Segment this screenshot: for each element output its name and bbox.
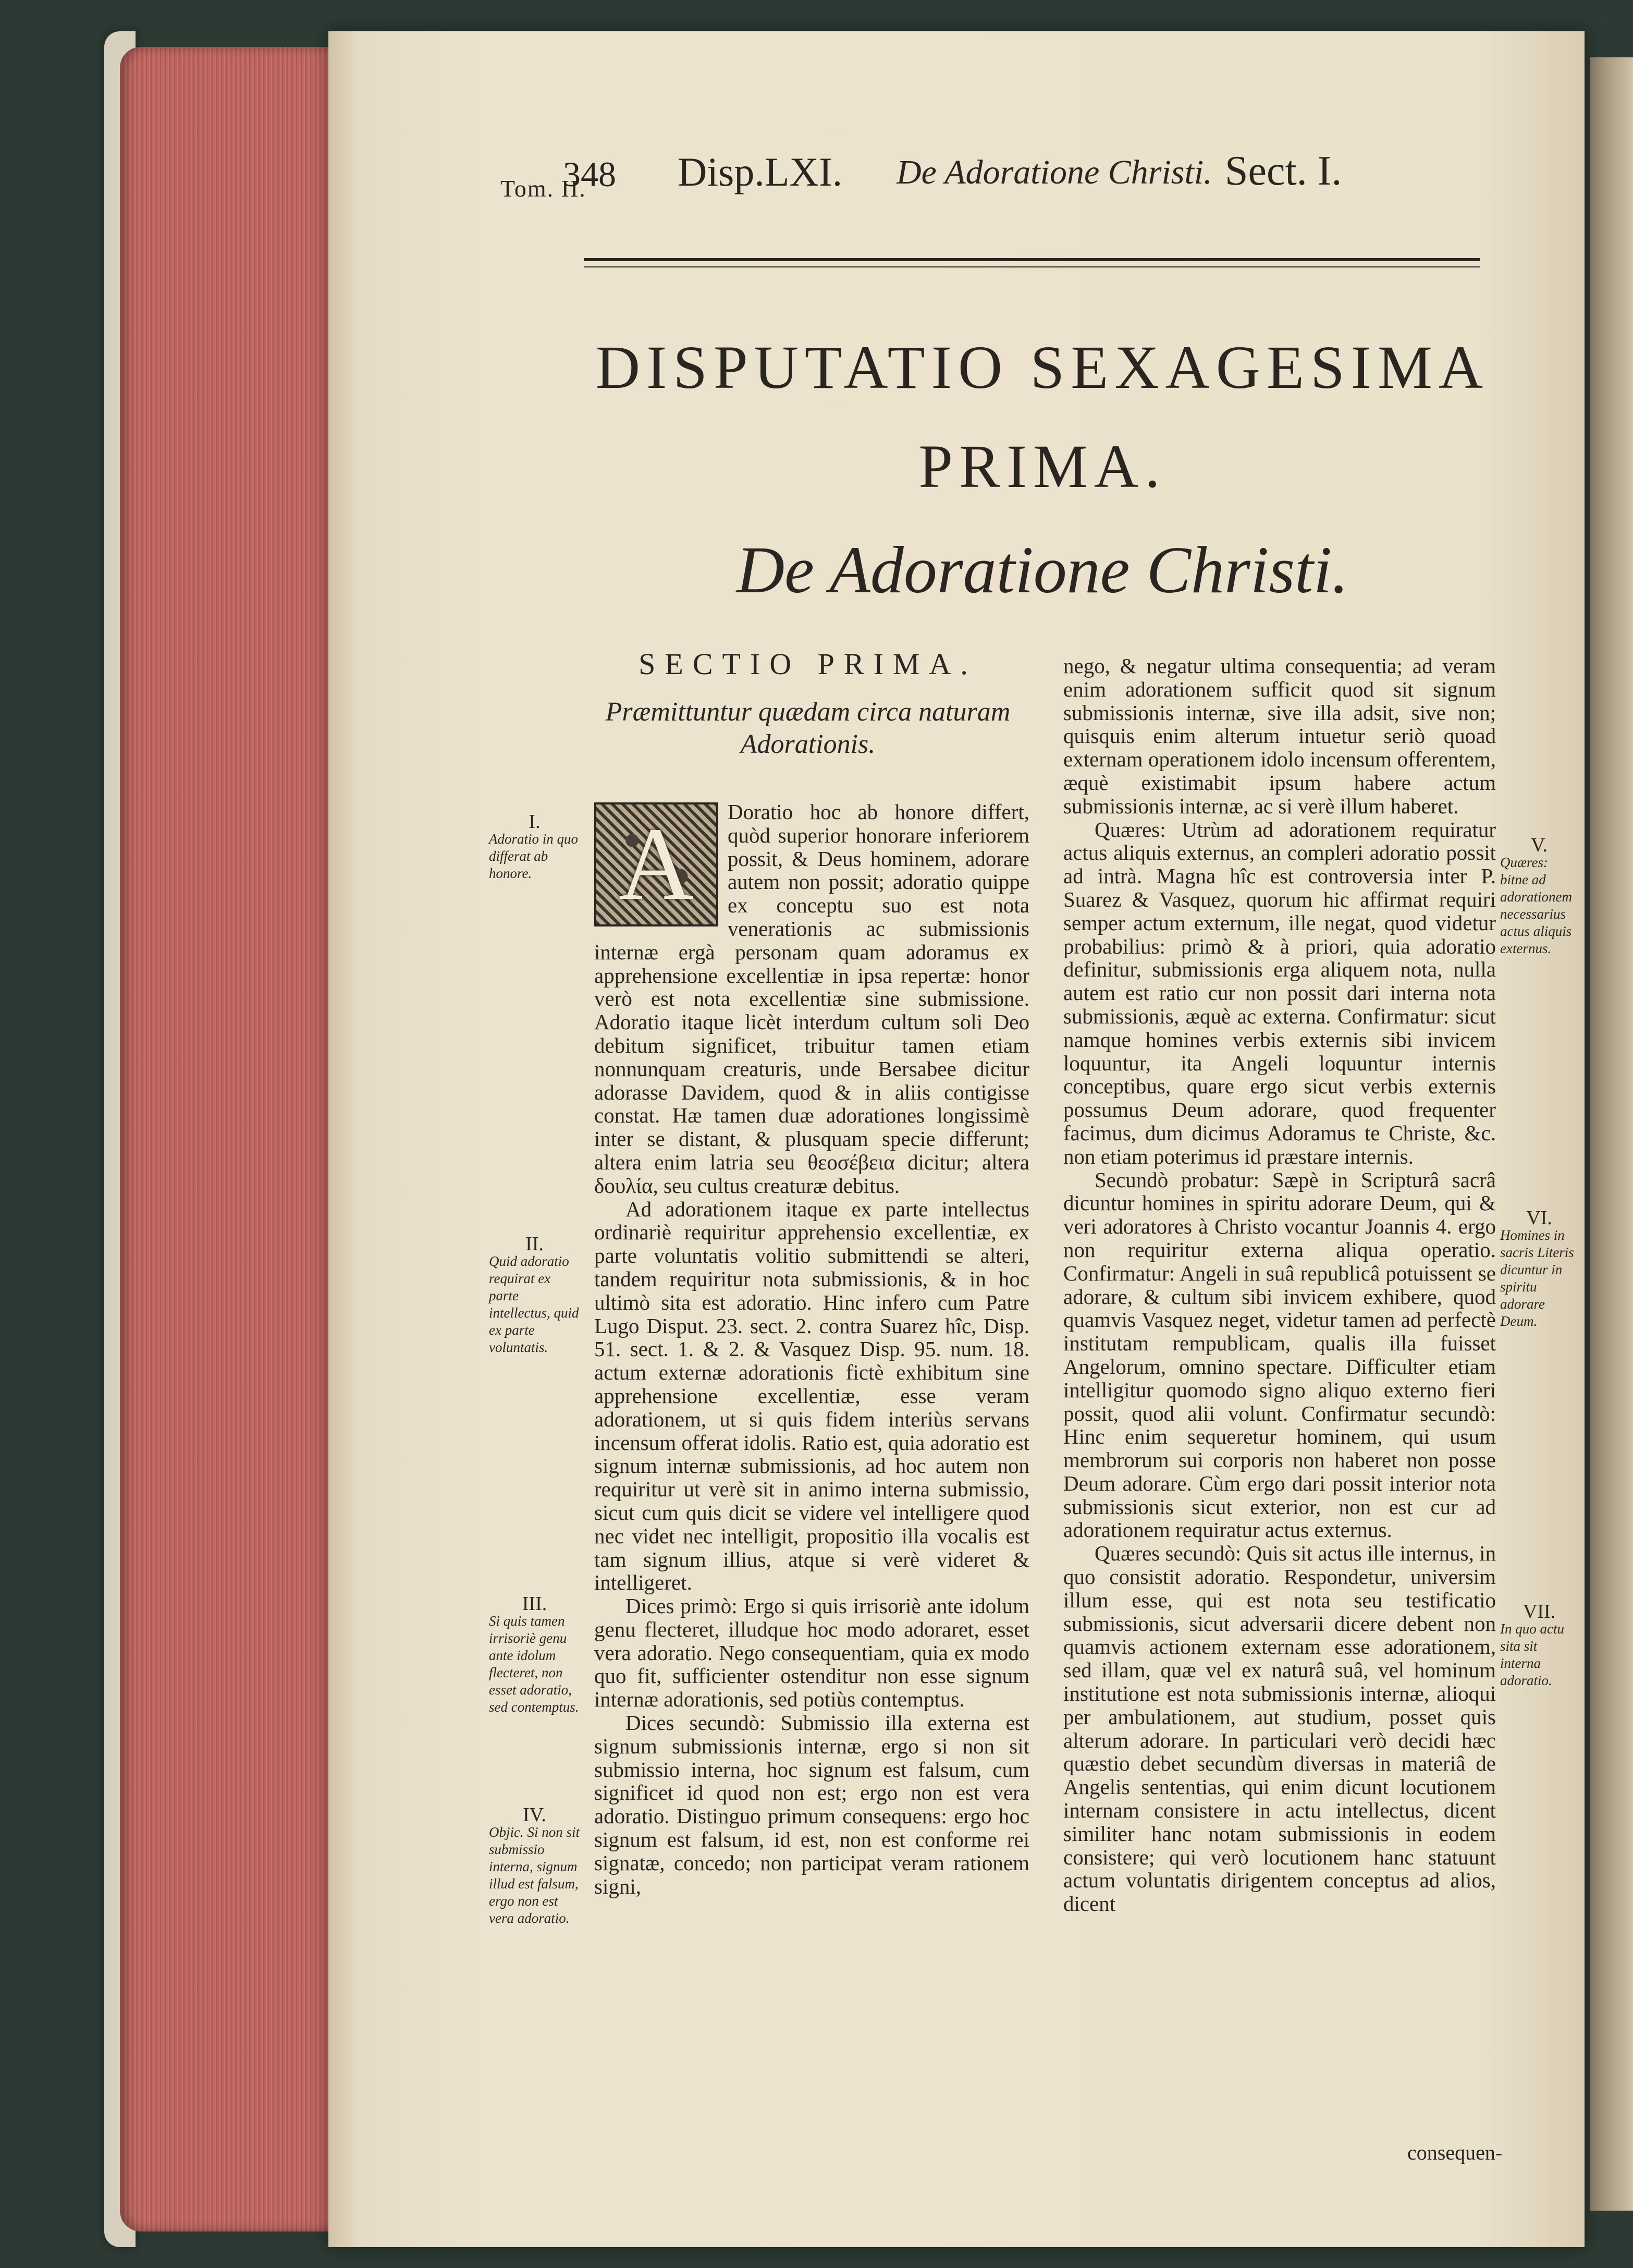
running-head	[500, 138, 1470, 211]
paragraph	[594, 800, 1029, 1198]
running-head-title: De Adoratione Christi.	[897, 153, 1212, 191]
margin-note-text: Quæres: bitne ad adorationem necessarius actus aliquis externus.	[1500, 855, 1572, 956]
margin-note-text: In quo actu sita sit interna adoratio.	[1500, 1621, 1564, 1688]
facing-page-edge	[1590, 57, 1633, 2211]
margin-note-number: I.	[529, 811, 541, 833]
page-block-edge	[120, 47, 339, 2232]
section-heading: SECTIO PRIMA.	[639, 647, 977, 681]
paragraph: Quæres secundò: Quis sit actus ille internus, in quo consistit adoratio. Respondetur, universim illum esse, qui est nota seu testificatio submissionis, sicut adversarii dicere debent non quamvis actionem externam esse adorationem, sed illam, quæ vel ex naturâ suâ, vel hominum institutione est nota submissionis internæ, alioqui per ambulationem, aut studium, posset quis alterum adorare. In particulari verò decidi hæc quæstio debet secundùm diversas in materiâ de Angelis sententias, qui enim dicunt locutionem internam consistere in actu intellectus, dicent similiter hanc notam submissionis in eodem consistere; qui verò locutionem hanc statuunt actum voluntatis dirigentem conceptus ad alios, dicent	[1063, 1541, 1496, 1916]
margin-note-number: VI.	[1526, 1207, 1552, 1229]
margin-note-number: VII.	[1523, 1601, 1556, 1623]
paragraph: Quæres: Utrùm ad adorationem requiratur actus aliquis externus, an compleri adoratio possit ad intrà. Magna hîc est controversia inter P. Suarez & Vasquez, quorum hic affirmat requiri semper actum externum, ille negat, quod videtur probabilius: primò & à priori, quia adoratio definitur, submissionis erga aliquem nota, nulla autem est ratio cur non possit dari interna nota submissionis, æquè ac externa. Confirmatur: sicut namque homines verbis externis sibi invicem loquuntur, ita Angeli loquuntur internis conceptibus, quare ergo sicut verbis externis possumus Deum adorare, quod frequenter facimus, dum dicimus Adoramus te Christe, &c. non etiam poterimus id præstare internis.	[1063, 817, 1496, 1168]
disputation-title	[584, 318, 1501, 516]
paragraph: nego, & negatur ultima consequentia; ad veram enim adorationem sufficit quod sit signum submissionis internæ, sive illa adsit, sive non; quisquis enim alterum intuetur seriò quoad externam operationem idolo incensum offerentem, æquè existimabit ipsum habere actum submissionis internæ, ac si verè illum haberet.	[1063, 654, 1496, 818]
margin-note-text: Si quis tamen irrisoriè genu ante idolum flecteret, non esset adoratio, sed contemptus.	[489, 1613, 579, 1715]
margin-note-text: Quid adoratio requirat ex parte intellectus, quid ex parte voluntatis.	[489, 1253, 579, 1355]
margin-note	[489, 813, 580, 882]
catchword: consequen-	[1407, 2141, 1503, 2164]
margin-note-text: Adoratio in quo differat ab honore.	[489, 831, 579, 881]
paragraph: Dices primò: Ergo si quis irrisoriè ante idolum genu flecteret, illudque hoc modo adoraret, esset vera adoratio. Nego consequentiam, quia ex modo quo fit, sufficienter ostenditur non esse signum internæ adorationis, sed potiùs contemptus.	[594, 1594, 1029, 1712]
margin-note-text: Objic. Si non sit submissio interna, signum illud est falsum, ergo non est vera adoratio.	[489, 1824, 580, 1926]
running-head-section: Sect. I.	[1225, 148, 1342, 194]
margin-note-number: III.	[522, 1593, 547, 1615]
margin-note-text: Homines in sacris Literis dicuntur in spiritu adorare Deum.	[1500, 1227, 1574, 1329]
margin-note	[1500, 1207, 1578, 1330]
margin-note-number: II.	[525, 1233, 544, 1255]
left-column	[594, 800, 1029, 1898]
paragraph: Secundò probatur: Sæpè in Scripturâ sacrâ dicuntur homines in spiritu adorare Deum, qui & veri adoratores à Christo vocantur Joannis 4. ergo non requiritur externa aliqua operatio. Confirmatur: Angeli in suâ republicâ potuissent se adorare, & cultum sibi invicem exhibere, quod quamvis Vasquez neget, videtur tamen ad perfectè institutam rempublicam, qualis illa fuisset Angelorum, omnino spectare. Difficulter etiam intelligitur quomodo signo aliquo externo fieri possit, quod alii volunt. Confirmatur secundò: Hinc enim sequeretur hominem, qui usum membrorum sui corporis non haberet non posse Deum adorare. Cùm ergo dari possit interior nota submissionis sicut exterior, non est cur ad adorationem requiratur actus externus.	[1063, 1167, 1496, 1542]
paragraph: Dices secundò: Submissio illa externa est signum submissionis internæ, ergo si non sit submissio interna, hoc signum est falsum, cum significet id quod non est; ergo non est vera adoratio. Distinguo primum consequens: ergo hoc signum est falsum, id est, non est conforme rei signatæ, concedo; non participat veram rationem signi,	[594, 1711, 1029, 1898]
page-number: 348	[563, 154, 616, 194]
right-column	[1063, 654, 1496, 1916]
margin-note	[1500, 1603, 1578, 1689]
disputation-title-line-1: DISPUTATIO SEXAGESIMA	[595, 333, 1490, 401]
running-head-tome: Tom. II.	[500, 175, 586, 202]
decorated-initial-icon	[594, 802, 718, 926]
header-rule	[584, 258, 1480, 267]
margin-note	[489, 1804, 580, 1927]
paragraph: Ad adorationem itaque ex parte intellectus ordinariè requiritur apprehensio excellentiæ, ex parte voluntatis volitio submittendi se alteri, tandem requiritur nota submissionis, & in hoc ultimò sita est adoratio. Hinc infero cum Patre Lugo Disput. 23. sect. 2. contra Suarez hîc, Disp. 51. sect. 1. & 2. & Vasquez Disp. 95. num. 18. actum externæ adorationis fictè exhibitum sine apprehensione excellentiæ, esse veram adorationem, ut si quis fidem interiùs servans incensum offerat idolis. Ratio est, quia adoratio est signum internæ submissionis, ad hoc autem non requiritur ut verè sit in animo interna submissio, sicut cum quis dicit se videre vel intelligere quod nec videt nec intelligit, propositio illa vocalis est tam signum illius, atque si verè videret & intelligeret.	[594, 1197, 1029, 1595]
dropcap-letter: A	[618, 807, 694, 922]
margin-note	[1500, 834, 1578, 957]
margin-note-number: V.	[1530, 834, 1548, 856]
margin-note	[489, 1595, 580, 1716]
section-subtitle: Præmittuntur quædam circa naturam Adorationis.	[605, 697, 1011, 759]
running-head-disputation: Disp.LXI.	[678, 149, 843, 194]
paragraph-text: Doratio hoc ab honore differt, quòd superior honorare inferiorem possit, & Deus hominem, adorare autem non possit; adoratio quippe ex conceptu suo est nota venerationis ac submissionis internæ ergà personam quam adoramus ex apprehensione excellentiæ in ipsa repertæ: honor verò est nota excellentiæ sine submissione. Adoratio itaque licèt interdum cultum soli Deo debitum significet, tribuitur tamen etiam nonnunquam creaturis, unde Bersabee dicitur adorasse Davidem, quod & in aliis contigisse constat. Hæ tamen duæ adorationes longissimè inter se distant, & plusquam specie differunt; altera enim latria seu θεοσέβεια dicitur; altera δουλία, seu cultus creaturæ debitus.	[594, 800, 1029, 1198]
margin-note-number: IV.	[523, 1804, 546, 1826]
disputation-subtitle: De Adoratione Christi.	[736, 533, 1349, 607]
margin-note	[489, 1233, 580, 1356]
disputation-title-line-2: PRIMA.	[918, 432, 1167, 501]
